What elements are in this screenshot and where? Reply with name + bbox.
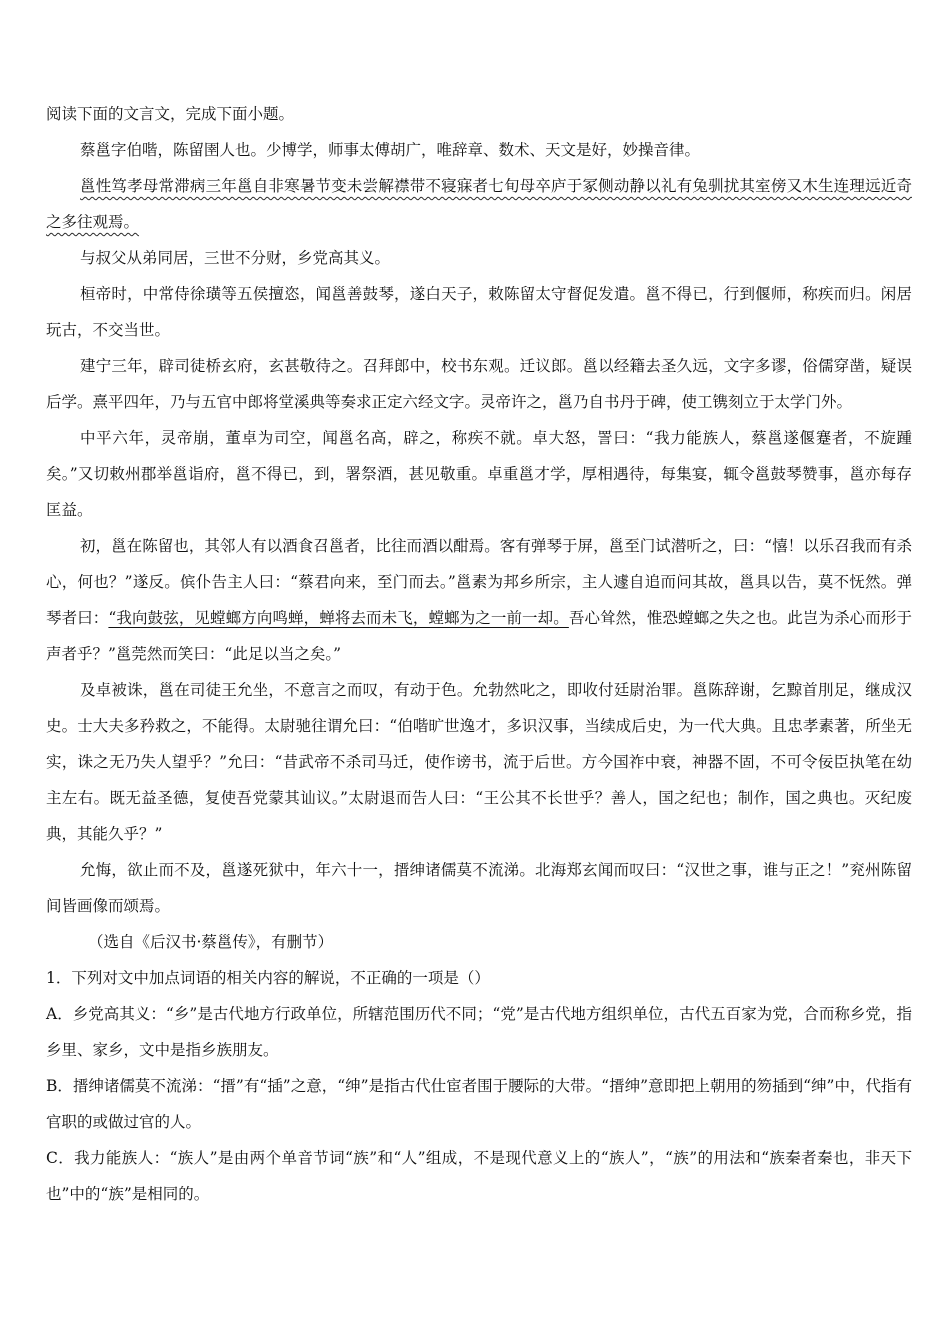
wavy-underlined-passage: 邕性笃孝母常滞病三年邕自非寒暑节变未尝解襟带不寝寐者七旬母卒庐于冢侧动静以礼有兔驯扰其室傍又木生连理远近奇之多往观焉。: [46, 177, 912, 231]
option-a: A．乡党高其义：“乡”是古代地方行政单位，所辖范围历代不同；“党”是古代地方组织单位，古代五百家为党，合而称乡党，指乡里、家乡，文中是指乡族朋友。: [46, 1005, 912, 1059]
paragraph-8: 及卓被诛，邕在司徒王允坐，不意言之而叹，有动于色。允勃然叱之，即收付廷尉治罪。邕陈辞谢，乞黥首刖足，继成汉史。士大夫多矜救之，不能得。太尉驰往谓允曰：“伯喈旷世逸才，多识汉事，当续成后史，为一代大典。且忠孝素著，所坐无实，诛之无乃失人望乎？”允曰：“昔武帝不杀司马迁，使作谤书，流于后世。方今国祚中衰，神器不固，不可令佞臣执笔在幼主左右。既无益圣德，复使吾党蒙其讪议。”太尉退而告人曰：“王公其不长世乎？善人，国之纪也；制作，国之典也。灭纪废典，其能久乎？”: [46, 681, 912, 843]
question-stem: 1．下列对文中加点词语的相关内容的解说，不正确的一项是（）: [46, 969, 490, 987]
paragraph-1: 蔡邕字伯喈，陈留圉人也。少博学，师事太傅胡广，唯辞章、数术、天文是好，妙操音律。: [80, 141, 701, 159]
paragraph-7-part-1: 初，邕在陈留也，其邻人有以酒食召邕者，比往而酒以酣焉。客有弹琴于屏，邕至门试潜听之，曰：“憘！以乐召我而有杀心，何也？”遂反。傧仆告主人曰：“蔡君向来，至门而去。”邕素为邦乡所宗，主人遽自追而问其故，邕具以告，莫不怃然。弹琴者曰：: [46, 537, 912, 627]
instruction-text: 阅读下面的文言文，完成下面小题。: [46, 105, 295, 123]
paragraph-9: 允悔，欲止而不及，邕遂死狱中，年六十一，搢绅诸儒莫不流涕。北海郑玄闻而叹曰：“汉世之事，谁与正之！”兖州陈留间皆画像而颂焉。: [46, 861, 912, 915]
underlined-translation-sentence: “我向鼓弦，见螳螂方向鸣蝉，蝉将去而未飞，螳螂为之一前一却。: [108, 609, 569, 627]
paragraph-2-sentence-break-passage: [46, 168, 912, 240]
paragraph-5: 建宁三年，辟司徒桥玄府，玄甚敬待之。召拜郎中，校书东观。迁议郎。邕以经籍去圣久远，文字多谬，俗儒穿凿，疑误后学。熹平四年，乃与五官中郎将堂溪典等奏求正定六经文字。灵帝许之，邕乃自书丹于碑，使工镌刻立于太学门外。: [46, 357, 912, 411]
document-page: [46, 96, 912, 1212]
source-citation: （选自《后汉书·蔡邕传》，有删节）: [88, 933, 334, 951]
paragraph-7-part-2: 吾心耸然，惟恐螳螂之失之也。此岂为杀心而形于声者乎？”邕莞然而笑曰：“此足以当之矣。”: [46, 609, 912, 663]
paragraph-7: [46, 528, 912, 672]
option-c: C．我力能族人：“族人”是由两个单音节词“族”和“人”组成，不是现代意义上的“族人”，“族”的用法和“族秦者秦也，非天下也”中的“族”是相同的。: [46, 1149, 912, 1203]
paragraph-4: 桓帝时，中常侍徐璜等五侯擅恣，闻邕善鼓琴，遂白天子，敕陈留太守督促发遣。邕不得已，行到偃师，称疾而归。闲居玩古，不交当世。: [46, 285, 912, 339]
paragraph-3: 与叔父从弟同居，三世不分财，乡党高其义。: [80, 249, 391, 267]
paragraph-6: 中平六年，灵帝崩，董卓为司空，闻邕名高，辟之，称疾不就。卓大怒，詈曰：“我力能族人，蔡邕遂偃蹇者，不旋踵矣。”又切敕州郡举邕诣府，邕不得已，到，署祭酒，甚见敬重。卓重邕才学，厚相遇待，每集宴，辄令邕鼓琴赞事，邕亦每存匡益。: [46, 429, 912, 519]
option-b: B．搢绅诸儒莫不流涕：“搢”有“插”之意，“绅”是指古代仕宦者围于腰际的大带。“搢绅”意即把上朝用的笏插到“绅”中，代指有官职的或做过官的人。: [46, 1077, 912, 1131]
